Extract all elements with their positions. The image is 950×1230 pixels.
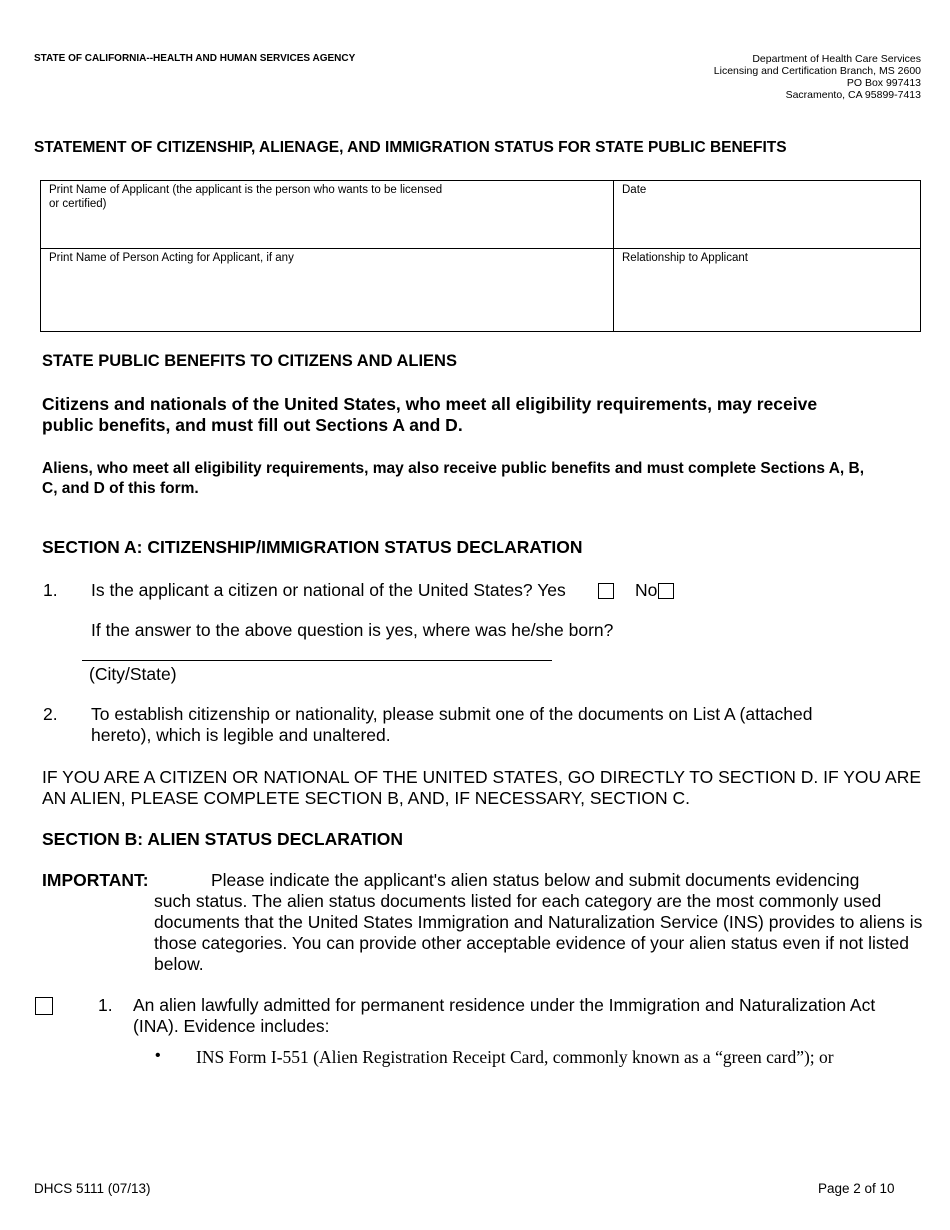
department-line: Licensing and Certification Branch, MS 2600 (713, 65, 921, 77)
city-state-label: (City/State) (89, 664, 177, 684)
department-line: Department of Health Care Services (752, 53, 921, 65)
no-label: No (635, 580, 658, 600)
yes-checkbox[interactable] (598, 583, 614, 599)
section-b-heading: SECTION B: ALIEN STATUS DECLARATION (42, 829, 404, 849)
department-line: Sacramento, CA 95899-7413 (785, 89, 921, 101)
bullet-icon: • (155, 1047, 161, 1064)
section-instruction: IF YOU ARE A CITIZEN OR NATIONAL OF THE UNITED STATES, GO DIRECTLY TO SECTION D. IF YOU ARE AN ALIEN, PLEASE COMPLETE SECTION B, AND, IF NECESSARY, SECTION C. (42, 767, 922, 808)
item-1-number: 1. (98, 995, 113, 1015)
important-text: such status. The alien status documents listed for each category are the most commonly used documents that the United States Immigration and Naturalization Service (INS) provides to aliens is those categories. You can provide other acceptable evidence of your alien status even if not listed below. (154, 891, 923, 974)
birthplace-question: If the answer to the above question is yes, where was he/she born? (91, 620, 614, 640)
form-title: STATEMENT OF CITIZENSHIP, ALIENAGE, AND IMMIGRATION STATUS FOR STATE PUBLIC BENEFITS (34, 139, 787, 156)
date-field[interactable] (614, 181, 920, 249)
applicant-name-field[interactable] (41, 181, 614, 249)
question-2-number: 2. (43, 704, 58, 724)
benefits-heading: STATE PUBLIC BENEFITS TO CITIZENS AND ALIENS (42, 352, 457, 370)
item-1-text: An alien lawfully admitted for permanent residence under the Immigration and Naturalization Act (INA). Evidence includes: (133, 995, 876, 1036)
no-checkbox[interactable] (658, 583, 674, 599)
evidence-bullet-text: INS Form I-551 (Alien Registration Receipt Card, commonly known as a “green card”); or (196, 1047, 834, 1067)
citizens-paragraph: Citizens and nationals of the United States, who meet all eligibility requirements, may receive public benefits, and must fill out Sections A and D. (42, 394, 818, 435)
question-1-text: Is the applicant a citizen or national of the United States? Yes (91, 580, 566, 600)
important-label: IMPORTANT: (42, 870, 149, 890)
department-line: PO Box 997413 (846, 77, 921, 89)
aliens-paragraph: Aliens, who meet all eligibility requirements, may also receive public benefits and must complete Sections A, B, C, and D of this form. (42, 460, 865, 497)
form-id: DHCS 5111 (07/13) (34, 1181, 151, 1196)
page-number: Page 2 of 10 (818, 1181, 895, 1196)
agency-name: STATE OF CALIFORNIA--HEALTH AND HUMAN SERVICES AGENCY (34, 53, 356, 64)
relationship-field[interactable] (614, 249, 920, 331)
person-acting-label: Print Name of Person Acting for Applicant, if any (49, 252, 294, 264)
important-text-first-line: Please indicate the applicant's alien status below and submit documents evidencing (211, 870, 860, 890)
person-acting-field[interactable] (41, 249, 614, 331)
permanent-resident-checkbox[interactable] (35, 997, 53, 1015)
relationship-label: Relationship to Applicant (622, 252, 748, 264)
section-a-heading: SECTION A: CITIZENSHIP/IMMIGRATION STATUS DECLARATION (42, 537, 583, 557)
date-label: Date (622, 184, 647, 196)
city-state-input-line[interactable] (82, 660, 552, 661)
department-address (714, 53, 921, 101)
question-1-number: 1. (43, 580, 58, 600)
applicant-name-label: Print Name of Applicant (the applicant is the person who wants to be licensed or certified) (49, 184, 443, 210)
question-2-text: To establish citizenship or nationality, please submit one of the documents on List A (attached hereto), which is legible and unaltered. (91, 704, 813, 745)
applicant-info-table (40, 180, 921, 332)
